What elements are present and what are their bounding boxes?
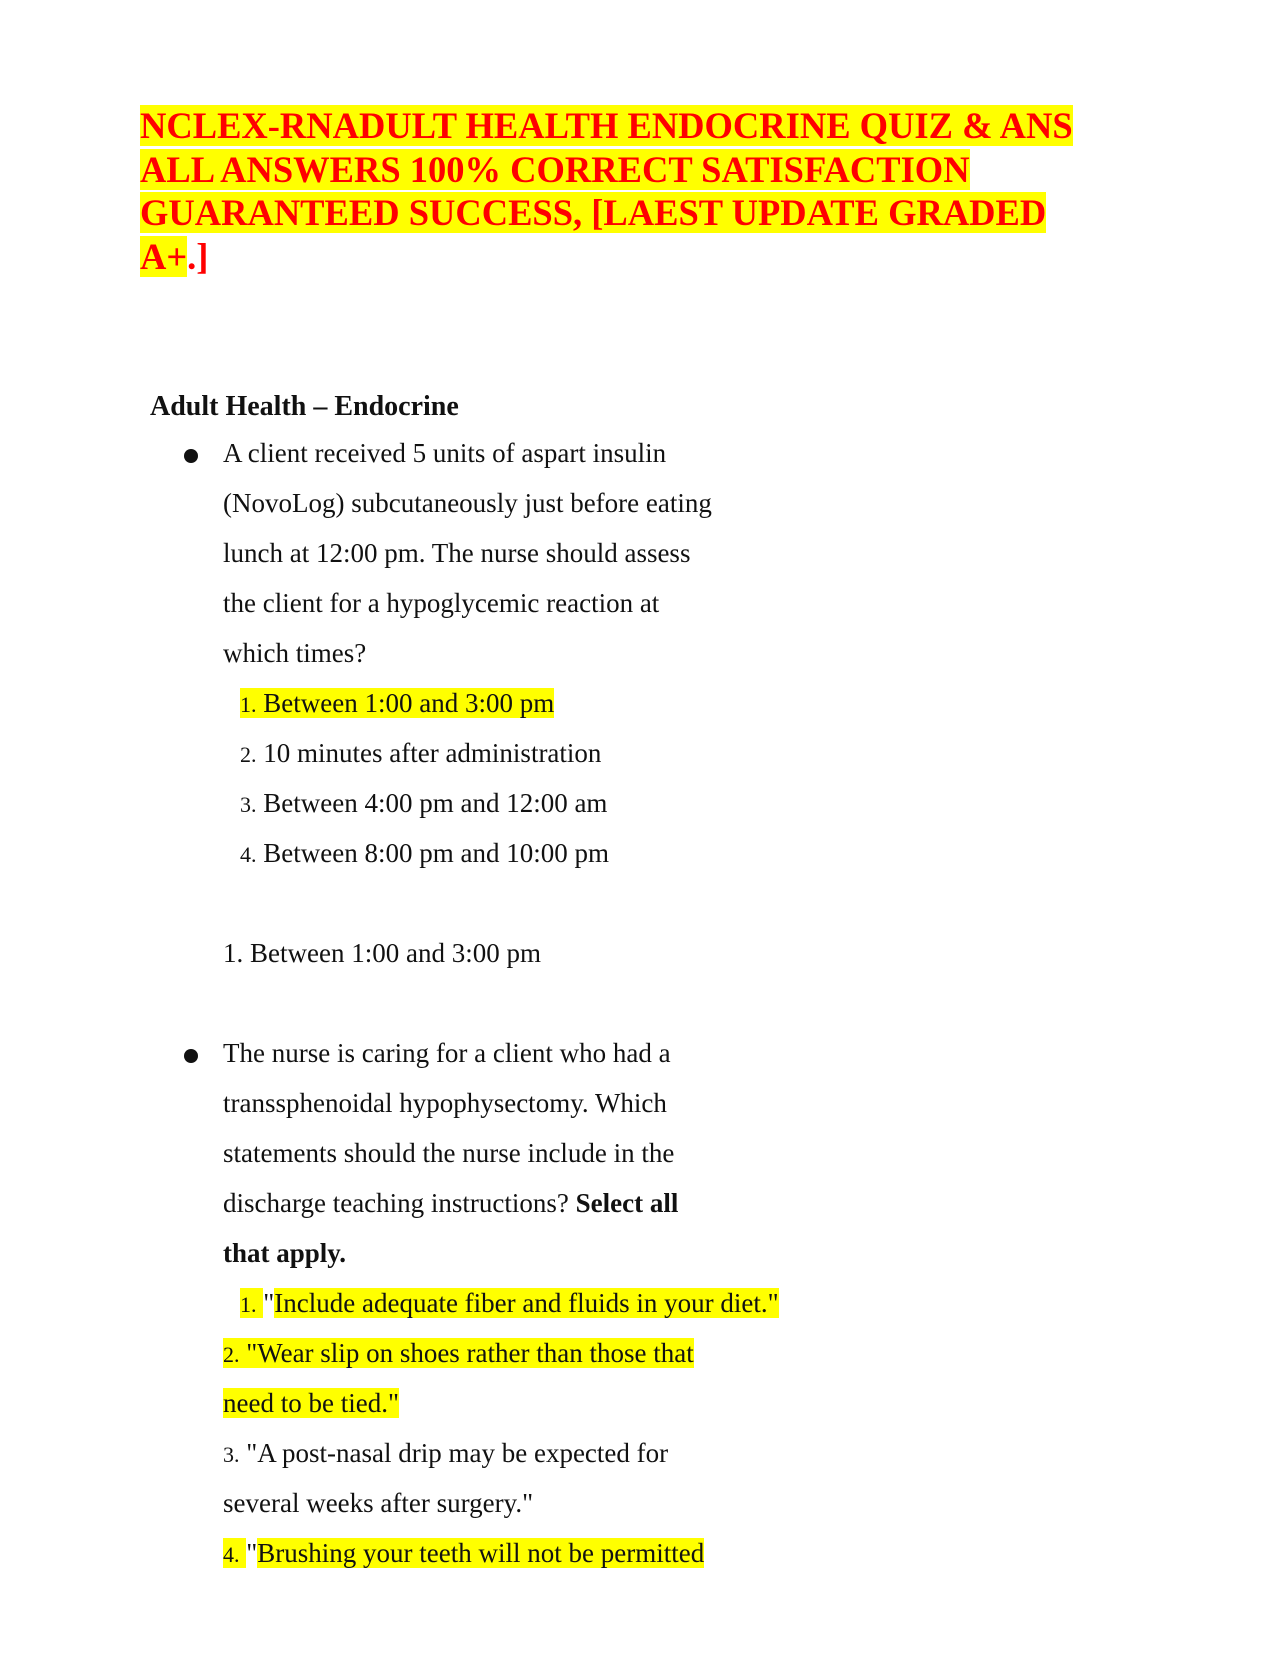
option-text: Between 1:00 and 3:00 pm — [263, 688, 555, 718]
option-text: Between 8:00 pm and 10:00 pm — [263, 838, 609, 868]
stem-text: discharge teaching instructions? — [223, 1188, 576, 1218]
option-quote: " — [246, 1538, 258, 1568]
option-number: 3. — [223, 1442, 240, 1467]
option-text: "Wear slip on shoes rather than those that — [246, 1338, 694, 1368]
question1-option-3 — [240, 786, 607, 822]
option-number: 1. — [240, 692, 257, 717]
option-number: 1. — [240, 1292, 257, 1317]
section-heading: Adult Health – Endocrine — [150, 391, 459, 422]
question2-option-1 — [240, 1286, 779, 1322]
question1-stem-line: which times? — [223, 638, 367, 668]
question2-stem-line: statements should the nurse include in the — [223, 1138, 675, 1168]
question1-stem-line: the client for a hypoglycemic reaction at — [223, 588, 660, 618]
title-line-4: A+ — [140, 235, 188, 277]
option-text: "A post-nasal drip may be expected for — [246, 1438, 669, 1468]
question1-stem-line: (NovoLog) subcutaneously just before eating — [223, 488, 712, 518]
bullet-icon — [184, 1049, 198, 1063]
option-number: 4. — [240, 842, 257, 867]
question1-option-4 — [240, 836, 609, 872]
option-number: 2. — [223, 1342, 240, 1367]
option-text: Include adequate fiber and fluids in your diet." — [274, 1288, 779, 1318]
question1-answer: 1. Between 1:00 and 3:00 pm — [223, 938, 541, 968]
option-quote: " — [263, 1288, 275, 1318]
question2-option-4 — [223, 1536, 704, 1572]
question1-stem-line: A client received 5 units of aspart insulin — [223, 438, 667, 468]
title-line-3: GUARANTEED SUCCESS, [LAEST UPDATE GRADED — [140, 192, 1047, 233]
question2-stem-line: The nurse is caring for a client who had a — [223, 1038, 671, 1068]
option-text: need to be tied." — [223, 1388, 399, 1418]
option-text: 10 minutes after administration — [263, 738, 602, 768]
option-text: Between 4:00 pm and 12:00 am — [263, 788, 608, 818]
title-line-4-end: .] — [187, 235, 209, 277]
option-number: 2. — [240, 742, 257, 767]
question2-option-2-cont — [223, 1386, 399, 1420]
document-title — [140, 104, 1120, 278]
that-apply-label: that apply. — [223, 1238, 347, 1268]
option-number: 3. — [240, 792, 257, 817]
option-text: Brushing your teeth will not be permitted — [257, 1538, 705, 1568]
question2-stem-line-4 — [223, 1186, 678, 1220]
question2-option-3-cont: several weeks after surgery." — [223, 1488, 534, 1518]
question2-option-2 — [223, 1336, 694, 1372]
bullet-icon — [184, 449, 198, 463]
title-line-2: ALL ANSWERS 100% CORRECT SATISFACTION — [140, 148, 970, 190]
question1-option-1 — [240, 686, 554, 722]
option-number: 4. — [223, 1542, 240, 1567]
question1-stem-line: lunch at 12:00 pm. The nurse should assess — [223, 538, 691, 568]
select-all-label: Select all — [575, 1188, 679, 1218]
title-line-1: NCLEX-RNADULT HEALTH ENDOCRINE QUIZ & ANS — [140, 105, 1073, 146]
question2-stem-line: transsphenoidal hypophysectomy. Which — [223, 1088, 667, 1118]
question2-option-3 — [223, 1436, 668, 1472]
question1-option-2 — [240, 736, 601, 772]
